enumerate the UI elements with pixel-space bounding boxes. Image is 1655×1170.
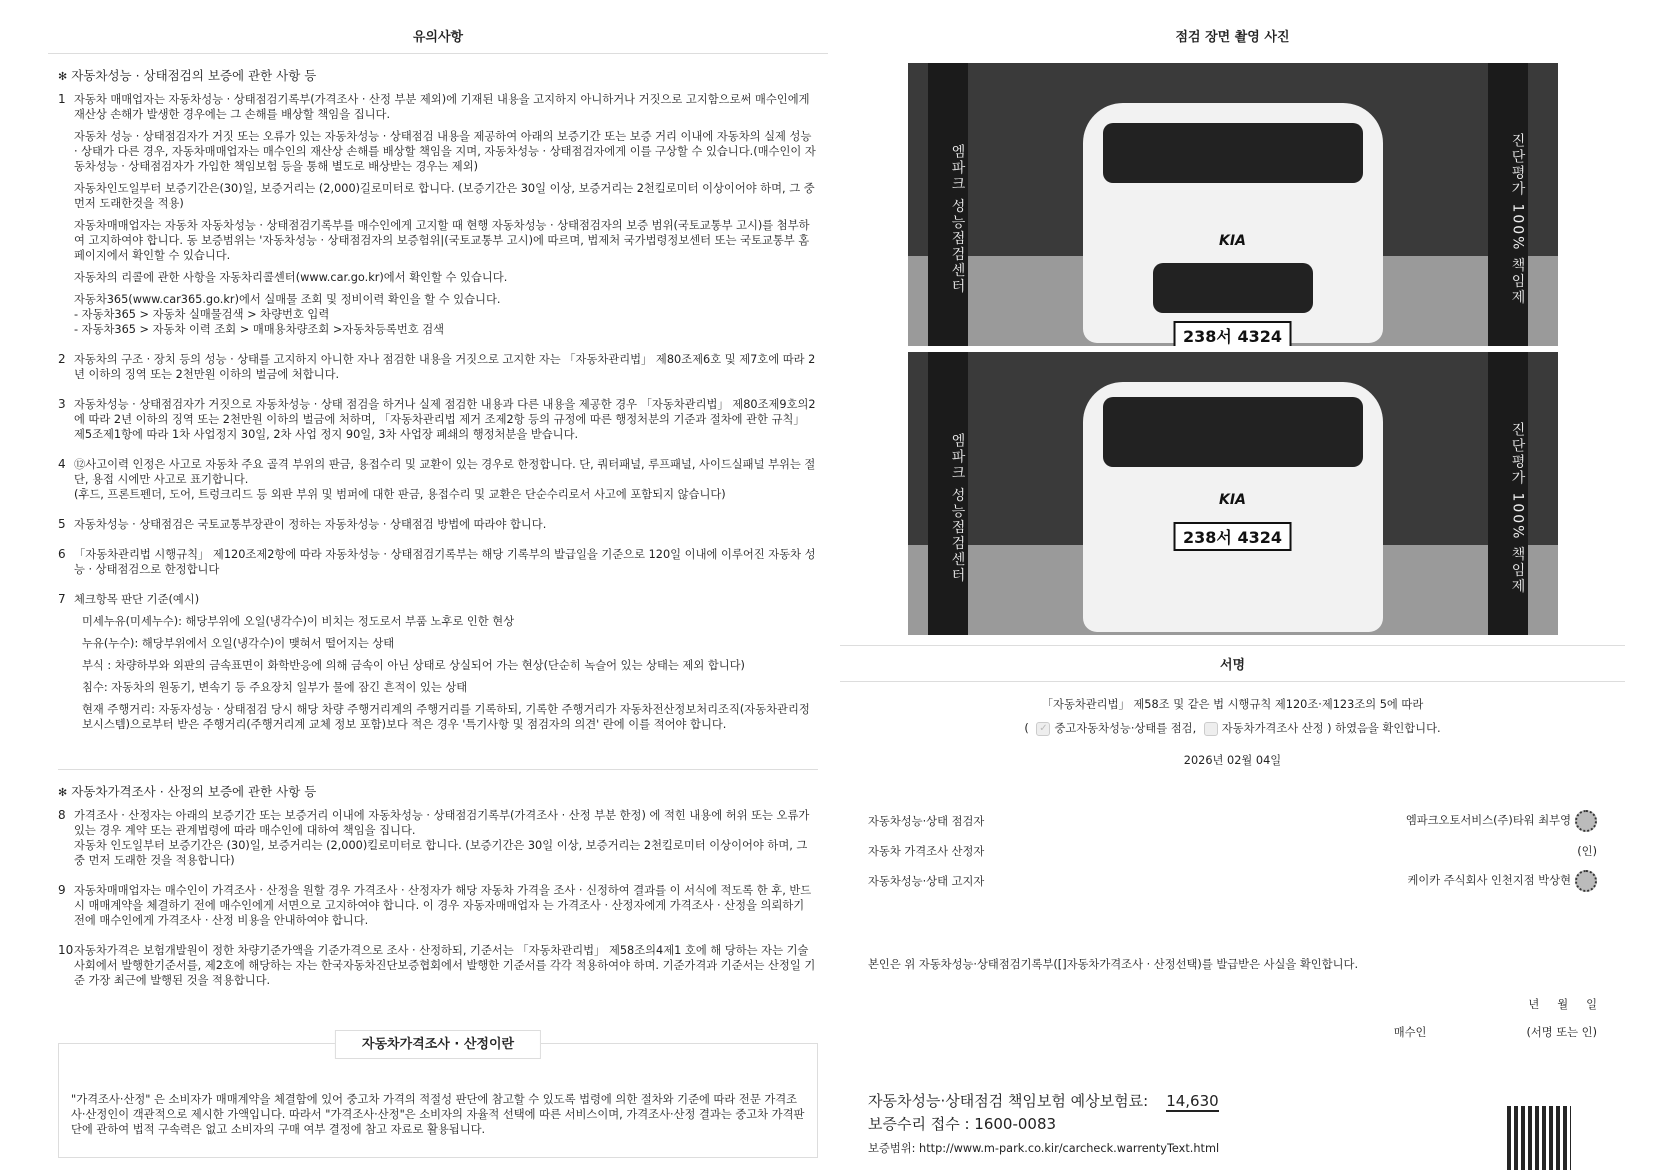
ymd-blank: 년 월 일 — [1528, 998, 1597, 1011]
criteria-line: 부식 : 차량하부와 외판의 금속표면이 화학반응에 의해 금속이 아닌 상태로 상실되어 가는 현상(단순히 녹슬어 있는 상태는 제외 합니다) — [82, 659, 745, 672]
pillar-right-text: 진단평가 100% 책임제 — [1488, 352, 1528, 635]
right-column — [840, 18, 1625, 1170]
criteria-line: 누유(누수): 해당부위에서 오일(냉각수)이 맺혀서 떨어지는 상태 — [82, 637, 395, 650]
license-plate: 238서 4324 — [1173, 522, 1292, 551]
buyer-label: 매수인 — [1393, 1026, 1427, 1039]
item-paragraph: 자동차매매업자는 매수인이 가격조사 · 산정을 원할 경우 가격조사 · 산정자가 해당 자동차 가격을 조사 · 신정하여 결과를 이 서식에 적도록 한 후, 반드시 매매계약을 체결하기 전에 매수인에게 서면으로 고지하여야 합니다. 이 경우 자동자매매업자 는 가격조사 · 산정자에게 가격조사 · 산정을 의뢰하기 전에 매수인에게 가격조사 · 산정 비용을 안내하여야 합니다. — [74, 884, 812, 927]
box-title: 자동차가격조사 · 산정이란 — [335, 1030, 541, 1059]
notice-column — [48, 18, 828, 1158]
asterisk-icon: ✻ — [58, 786, 68, 799]
warranty-phone: 보증수리 접수 : 1600-0083 — [868, 1115, 1057, 1133]
item-paragraph: 자동차성능 · 상태점검은 국토교통부장관이 정하는 자동차성능 · 상태점검 방법에 따라야 합니다. — [74, 518, 547, 531]
law-line: 「자동차관리법」 제58조 및 같은 법 시행규칙 제120조·제123조의 5에 따라 — [1041, 698, 1424, 711]
item-4: 4 ⑫사고이력 인정은 사고로 자동차 주요 골격 부위의 판금, 용접수리 및 교환이 있는 경우로 한정합니다. 단, 쿼터패널, 루프패널, 사이드실패널 부위는 절단, 용접 시에만 사고로 표기합니다. (후드, 프론트펜더, 도어, 트렁크리드 등 외판 부위 및 범퍼에 대한 판금, 용접수리 및 교환은 단순수리로서 사고에 포함되지 않습니다) — [58, 457, 818, 509]
item-paragraph: ⑫사고이력 인정은 사고로 자동차 주요 골격 부위의 판금, 용접수리 및 교환이 있는 경우로 한정합니다. 단, 쿼터패널, 루프패널, 사이드실패널 부위는 절단, 용접 시에만 사고로 표기합니다. (후드, 프론트펜더, 도어, 트렁크리드 등 외판 부위 및 범퍼에 대한 판금, 용접수리 및 교환은 단순수리로서 사고에 포함되지 않습니다) — [74, 458, 816, 501]
seal-icon — [1575, 870, 1597, 892]
item-paragraph: 자동차365(www.car365.go.kr)에서 실매물 조회 및 정비이력 확인을 할 수 있습니다. - 자동차365 > 자동차 실매물검색 > 차량번호 입력 - 자동차365 > 자동차 이력 조회 > 매매용차량조회 >자동차등록번호 검색 — [74, 293, 501, 336]
item-paragraph: 자동차성능 · 상태점검자가 거짓으로 자동차성능 · 상태 점검을 하거나 실제 점검한 내용과 다른 내용을 제공한 경우 「자동차관리법」 제80조제9호의2에 따라 2년 이하의 징역 또는 2천만원 이하의 벌금에 처하며, 「자동차관리법 제거 조제2항 등의 규정에 따른 행정처분의 기준과 절차에 관한 규칙」 제5조제1항에 따라 1차 사업정지 30일, 2차 사업 정지 90일, 3차 사업장 폐쇄의 행정처분을 받습니다. — [74, 398, 816, 441]
item-paragraph: 자동차인도일부터 보증기간은(30)일, 보증거리는 (2,000)길로미터로 합니다. (보증기간은 30일 이상, 보증거리는 2천킬로미터 이상이어야 하며, 그 중 먼저 도래한것을 적용) — [74, 182, 815, 210]
signer-row: 자동차성능·상태 고지자 케이카 주식회사 인천지점 박상현 — [868, 866, 1597, 896]
asterisk-icon: ✻ — [58, 70, 68, 83]
confirm-line: ( ✓ 중고자동차성능·상태를 점검, 자동차가격조사 산정 ) 하였음을 확인합니다. — [1024, 722, 1441, 735]
item-6: 6 「자동차관리법 시행규칙」 제120조제2항에 따라 자동차성능 · 상태점검기록부는 해당 기록부의 발급일을 기준으로 120일 이내에 이루어진 자동차 성능 · 상태점검으로 한정합니다 — [58, 547, 818, 584]
pillar-left-text: 엠파크 성능점검센터 — [928, 63, 968, 346]
price-explanation-box — [58, 1037, 818, 1158]
fee-value: 14,630 — [1166, 1092, 1219, 1110]
rear-photo — [908, 352, 1558, 635]
item-paragraph: 「자동차관리법 시행규칙」 제120조제2항에 따라 자동차성능 · 상태점검기록부는 해당 기록부의 발급일을 기준으로 120일 이내에 이루어진 자동차 성능 · 상태점검으로 한정합니다 — [74, 548, 816, 576]
kia-logo: KIA — [1219, 492, 1246, 508]
insurance-fee: 자동차성능·상태점검 책임보험 예상보험료: 14,630 — [868, 1092, 1219, 1110]
qr-code-icon[interactable] — [1507, 1106, 1571, 1170]
receipt-text: 본인은 위 자동차성능·상태점검기록부([]자동차가격조사 · 산정선택)를 발급받은 사실을 확인합니다. — [868, 958, 1359, 971]
pillar-left-text: 엠파크 성능점검센터 — [928, 352, 968, 635]
photos-title: 점검 장면 촬영 사진 — [1175, 30, 1290, 45]
signer-row: 자동차성능·상태 점검자 엠파크오토서비스(주)타워 최부영 — [868, 806, 1597, 836]
item-8: 8 가격조사 · 산정자는 아래의 보증기간 또는 보증거리 이내에 자동차성능 · 상태점검기록부(가격조사 · 산정 부분 한정) 에 적힌 내용에 허위 또는 오류가 있는 경우 계약 또는 관계법령에 따라 매수인에 대하여 책임을 집니다. 자동차 인도일부터 보증기간은 (30)일, 보증거리는 (2,000)킬로미터로 합니다. (보증기간은 30일 이상, 보증거리는 2천킬로미터 이상이어야 하며, 그 중 먼저 도래한 것을 적용합니다) — [58, 808, 818, 875]
item-paragraph: 자동차 성능 · 상태점검자가 거짓 또는 오류가 있는 자동차성능 · 상태점검 내용을 제공하여 아래의 보증기간 또는 보증 거리 이내에 자동차의 실제 성능 · 상태가 다른 경우, 자동차매매업자는 매수인의 재산상 손해를 배상할 책임을 지며, 자동차성능 · 상태점검자에게 이를 구상할 수 있습니다.(매수인이 자동차성능 · 상태점검자가 가입한 책임보험 등을 통해 별도로 배상받는 경우는 제외) — [74, 130, 816, 173]
sign-date: 2026년 02월 04일 — [1183, 754, 1282, 767]
item-9: 9 자동차매매업자는 매수인이 가격조사 · 산정을 원할 경우 가격조사 · 산정자가 해당 자동차 가격을 조사 · 신정하여 결과를 이 서식에 적도록 한 후, 반드시 매매계약을 체결하기 전에 매수인에게 서면으로 고지하여야 합니다. 이 경우 자동자매매업자 는 가격조사 · 산정자에게 가격조사 · 산정을 의뢰하기 전에 매수인에게 가격조사 · 산정 비용을 안내하여야 합니다. — [58, 883, 818, 935]
item-3: 3 자동차성능 · 상태점검자가 거짓으로 자동차성능 · 상태 점검을 하거나 실제 점검한 내용과 다른 내용을 제공한 경우 「자동차관리법」 제80조제9호의2에 따라 2년 이하의 징역 또는 2천만원 이하의 벌금에 처하며, 「자동차관리법 제거 조제2항 등의 규정에 따른 행정처분의 기준과 절차에 관한 규칙」 제5조제1항에 따라 1차 사업정지 30일, 2차 사업 정지 90일, 3차 사업장 폐쇄의 행정처분을 받습니다. — [58, 397, 818, 449]
item-1: 1 자동차 매매업자는 자동차성능 · 상태점검기록부(가격조사 · 산정 부분 제외)에 기재된 내용을 고지하지 아니하거나 거짓으로 고지함으로써 매수인에게 재산상 손해가 발생한 경우에는 그 손해를 배상할 책임을 집니다. 자동차 성능 · 상태점검자가 거짓 또는 오류가 있는 자동차성능 · 상태점검 내용을 제공하여 아래의 보증기간 또는 보증 거리 이내에 자동차의 실제 성능 · 상태가 다른 경우, 자동차매매업자는 매수인의 재산상 손해를 배상할 책임을 지며, 자동차성능 · 상태점검자에게 이를 구상할 수 있습니다.(매수인이 자동차성능 · 상태점검자가 가입한 책임보험 등을 통해 별도로 배상받는 경우는 제외) 자동차인도일부터 보증기간은(30)일, 보증거리는 (2,000)길로미터로 합니다. (보증기간은 30일 이상, 보증거리는 2천킬로미터 이상이어야 하며, 그 중 먼저 도래한것을 적용) 자동차매매업자는 자동차 자동차성능 · 상태점검기록부를 매수인에게 고지할 때 현행 자동차성능 · 상태점검자의 보증 범위(국토교통부 고시)를 첨부하여 고지하여야 합니다. 동 보증범위는 '자동차성능 · 상태점검자의 보증험위|(국토교통부 고시)에 따르며, 법제처 국가법령정보센터 또는 국토교통부 홈페이지에서 확인할 수 있습니다. 자동차의 리콜에 관한 사항을 자동차리콜센터(www.car.go.kr)에서 확인할 수 있습니다. 자동차365(www.car365.go.kr)에서 실매물 조회 및 정비이력 확인을 할 수 있습니다. - 자동차365 > 자동차 실매물검색 > 차량번호 입력 - 자동차365 > 자동차 이력 조회 > 매매용차량조회 >자동차등록번호 검색 — [58, 92, 818, 344]
item-paragraph: 자동차 매매업자는 자동차성능 · 상태점검기록부(가격조사 · 산정 부분 제외)에 기재된 내용을 고지하지 아니하거나 거짓으로 고지함으로써 매수인에게 재산상 손해가 발생한 경우에는 그 손해를 배상할 책임을 집니다. — [74, 93, 810, 121]
item-5: 5 자동차성능 · 상태점검은 국토교통부장관이 정하는 자동차성능 · 상태점검 방법에 따라야 합니다. — [58, 517, 547, 531]
warranty-scope-link[interactable]: 보증범위: http://www.m-park.co.kir/carcheck.warrentyText.html — [868, 1142, 1220, 1155]
seal-icon — [1575, 810, 1597, 832]
item-paragraph: 자동차가격은 보험개발원이 정한 차량기준가액을 기준가격으로 조사 · 산정하되, 기준서는 「자동차관리법」 제58조의4제1 호에 해 당하는 자는 기술사회에서 발행한기준서를, 제2호에 해당하는 자는 한국자동차진단보증협회에서 발행한 기준서를 각각 적용하여야 하며. 기준가격과 기준서는 산정일 기준 가장 최근에 발행된 것을 적용합니다. — [74, 944, 816, 987]
front-photo — [908, 63, 1558, 346]
notice-title: 유의사항 — [48, 18, 828, 54]
item-paragraph: 자동차의 구조 · 장치 등의 성능 · 상태를 고지하지 아니한 자나 점검한 내용을 거짓으로 고지한 자는 「자동차관리법」 제80조제6호 및 제7호에 따라 2년 이하의 징역 또는 2천만원 이하의 벌금에 처합니다. — [74, 353, 816, 381]
divider — [58, 769, 818, 770]
section1-heading: 자동차성능 · 상태점검의 보증에 관한 사항 등 — [71, 68, 317, 83]
item-10: 10 자동차가격은 보험개발원이 정한 차량기준가액을 기준가격으로 조사 · 산정하되, 기준서는 「자동차관리법」 제58조의4제1 호에 해 당하는 자는 기술사회에서 발행한기준서를, 제2호에 해당하는 자는 한국자동차진단보증협회에서 발행한 기준서를 각각 적용하여야 하며. 기준가격과 기준서는 산정일 기준 가장 최근에 발행된 것을 적용합니다. — [58, 943, 818, 995]
pillar-right-text: 진단평가 100% 책임제 — [1488, 63, 1528, 346]
criteria-line: 미세누유(미세누수): 해당부위에 오일(냉각수)이 비치는 정도로서 부품 노후로 인한 현상 — [82, 615, 515, 628]
item-paragraph: 자동차매매업자는 자동차 자동차성능 · 상태점검기록부를 매수인에게 고지할 때 현행 자동차성능 · 상태점검자의 보증 범위(국토교통부 고시)를 첨부하여 고지하여야 합니다. 동 보증범위는 '자동차성능 · 상태점검자의 보증험위|(국토교통부 고시)에 따르며, 법제처 국가법령정보센터 또는 국토교통부 홈페이지에서 확인할 수 있습니다. — [74, 219, 810, 262]
item-paragraph: 자동차의 리콜에 관한 사항을 자동차리콜센터(www.car.go.kr)에서 확인할 수 있습니다. — [74, 271, 508, 284]
signature-title: 서명 — [840, 645, 1625, 682]
criteria-line: 현재 주행거리: 자동자성능 · 상태점검 당시 해당 차량 주행거리계의 주행거리를 기록하되, 기록한 주행거리가 자동차전산정보처리조직(자동차관리정보시스템)으로부터 받은 주행거리(주행거리계 교체 정보 포함)보다 적은 경우 '특기사항 및 점검자의 의견' 란에 이를 적어야 합니다. — [82, 703, 810, 731]
kia-logo: KIA — [1219, 233, 1246, 249]
item-2: 2 자동차의 구조 · 장치 등의 성능 · 상태를 고지하지 아니한 자나 점검한 내용을 거짓으로 고지한 자는 「자동차관리법」 제80조제6호 및 제7호에 따라 2년 이하의 징역 또는 2천만원 이하의 벌금에 처합니다. — [58, 352, 818, 389]
check-inspection-checkbox[interactable]: ✓ — [1036, 722, 1050, 736]
box-text: "가격조사·산정" 은 소비자가 매매계약을 체결함에 있어 중고차 가격의 적절성 판단에 참고할 수 있도록 법령에 의한 절차와 기준에 따라 전문 가격조사·산정인이 객관적으로 제시한 가액입니다. 따라서 "가격조사·산정"은 소비자의 자율적 선택에 따른 서비스이며, 가격조사·산정 결과는 중고차 가격판단에 관하여 법적 구속력은 없고 소비자의 구매 여부 결정에 참고 자료로 활용됩니다. — [71, 1093, 805, 1136]
section2-heading: 자동차가격조사 · 산정의 보증에 관한 사항 등 — [71, 784, 317, 799]
sign-or-seal: (서명 또는 인) — [1526, 1026, 1597, 1039]
item-paragraph: 가격조사 · 산정자는 아래의 보증기간 또는 보증거리 이내에 자동차성능 · 상태점검기록부(가격조사 · 산정 부분 한정) 에 적힌 내용에 허위 또는 오류가 있는 경우 계약 또는 관계법령에 따라 매수인에 대하여 책임을 집니다. 자동차 인도일부터 보증기간은 (30)일, 보증거리는 (2,000)킬로미터로 합니다. (보증기간은 30일 이상, 보증거리는 2천킬로미터 이상이어야 하며, 그 중 먼저 도래한 것을 적용합니다) — [74, 809, 810, 867]
signer-row: 자동차 가격조사 산정자 (인) — [868, 845, 1597, 858]
criteria-line: 침수: 자동차의 원동기, 변속기 등 주요장치 일부가 물에 잠긴 흔적이 있는 상태 — [82, 681, 468, 694]
item-7: 7 체크항목 판단 기준(예시) 미세누유(미세누수): 해당부위에 오일(냉각수)이 비치는 정도로서 부품 노후로 인한 현상 누유(누수): 해당부위에서 오일(냉각수)이 맺혀서 떨어지는 상태 부식 : 차량하부와 외판의 금속표면이 화학반응에 의해 금속이 아닌 상태로 상실되어 가는 현상(단순히 녹슬어 있는 상태는 제외 합니다) 침수: 자동차의 원동기, 변속기 등 주요장치 일부가 물에 잠긴 흔적이 있는 상태 현재 주행거리: 자동자성능 · 상태점검 당시 해당 차량 주행거리계의 주행거리를 기록하되, 기록한 주행거리가 자동차전산정보처리조직(자동차관리정보시스템)으로부터 받은 주행거리(주행거리계 교체 정보 포함)보다 적은 경우 '특기사항 및 점검자의 의견' 란에 이를 적어야 합니다. — [58, 592, 818, 739]
license-plate: 238서 4324 — [1173, 321, 1292, 346]
item7-title: 체크항목 판단 기준(예시) — [74, 593, 200, 606]
check-price-checkbox[interactable] — [1204, 722, 1218, 736]
